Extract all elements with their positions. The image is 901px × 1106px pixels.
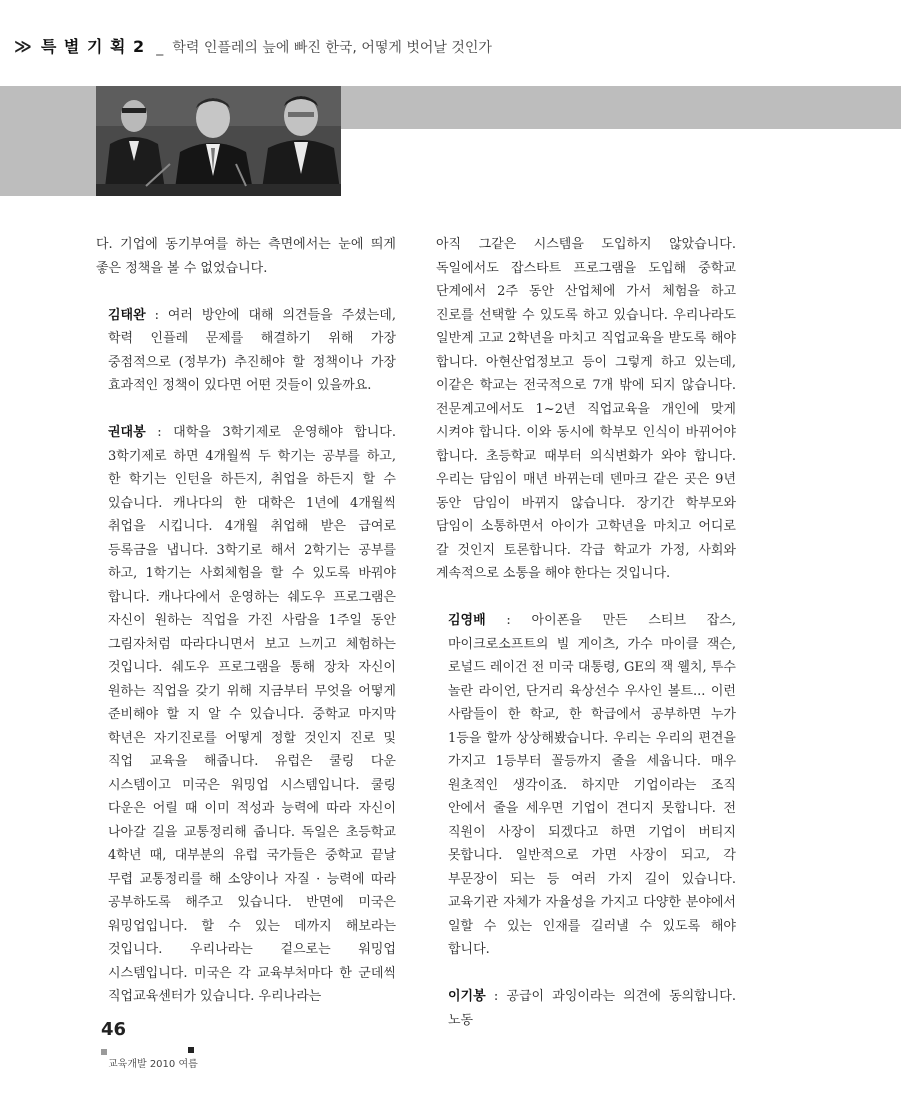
paragraph-text: : 여러 방안에 대해 의견들을 주셨는데, 학력 인플레 문제를 해결하기 위해 가장 중점적으로 (정부가) 추진해야 할 정책이나 가장 효과적인 정책이 있다면 어떤 것들이 있을까요. bbox=[108, 307, 396, 393]
panel-photo bbox=[96, 86, 341, 196]
speaker-name: 권대봉 bbox=[108, 425, 146, 440]
paragraph-text: 다. 기업에 동기부여를 하는 측면에서는 눈에 띄게 좋은 정책을 볼 수 없었습니다. bbox=[96, 237, 396, 276]
section-subtitle: 학력 인플레의 늪에 빠진 한국, 어떻게 벗어날 것인가 bbox=[172, 40, 492, 56]
page-number: 46 bbox=[101, 1019, 127, 1040]
article-column-right bbox=[436, 233, 736, 1032]
section-title: 특 별 기 획 2 bbox=[40, 37, 146, 56]
chevron-icon: ≫ bbox=[14, 37, 32, 57]
publication-name: 교육개발 2010 여름 bbox=[108, 1059, 198, 1070]
speaker-name: 이기봉 bbox=[448, 989, 486, 1004]
paragraph-text: : 대학을 3학기제로 운영해야 합니다. 3학기제로 하면 4개월씩 두 학기는 공부를 하고, 한 학기는 인턴을 하든지, 취업을 하든지 할 수 있습니다. 캐나다의 한 대학은 1년에 4개월씩 취업을 시킵니다. 4개월 취업해 받은 급여로 등록금을 냅니다. 3학기로 해서 2학기는 공부를 하고, 1학기는 사회체험을 할 수 있도록 바꿔야 합니다. 캐나다에서 운영하는 쉐도우 프로그램은 자신이 원하는 직업을 가진 사람을 1주일 동안 그림자처럼 따라다니면서 보고 느끼고 체험하는 것입니다. 쉐도우 프로그램을 통해 장차 자신이 원하는 직업을 갖기 위해 지금부터 무엇을 어떻게 준비해야 할 지 알 수 있습니다. 중학교 마지막 학년은 자기진로를 어떻게 정할 것인지 진로 및 직업 교육을 해줍니다. 유럽은 쿨링 다운 시스템이고 미국은 워밍업 시스템입니다. 쿨링 다운은 어릴 때 이미 적성과 능력에 따라 자신이 나아갈 길을 교통정리해 줍니다. 독일은 초등학교 4학년 때, 대부분의 유럽 국가들은 중학교 끝날 무렵 교통정리를 해 소양이나 자질 · 능력에 따라 공부하도록 해주고 있습니다. 반면에 미국은 워밍업입니다. 할 수 있는 데까지 해보라는 것입니다. 우리나라는 겉으로는 워밍업 시스템입니다. 미국은 각 교육부처마다 한 군데씩 직업교육센터가 있습니다. 우리나라는 bbox=[108, 425, 396, 1004]
speaker-paragraph bbox=[436, 985, 736, 1032]
decorative-band-left bbox=[0, 86, 96, 196]
paragraph-text: : 아이폰을 만든 스티브 잡스, 마이크로소프트의 빌 게이츠, 가수 마이클 잭슨, 로널드 레이건 전 미국 대통령, GE의 잭 웰치, 투수 놀란 라이언, 단거리 육상선수 우사인 볼트... 이런 사람들이 한 학교, 한 학급에서 공부하면 누가 1등을 할까 상상해봤습니다. 우리는 우리의 편견을 가지고 1등부터 꼴등까지 줄을 세웁니다. 매우 원초적인 생각이죠. 하지만 기업이라는 조직 안에서 줄을 세우면 기업이 견디지 못합니다. 전 직원이 사장이 되겠다고 하면 기업이 버티지 못합니다. 일반적으로 가면 사장이 되고, 각 부문장이 되는 등 여러 가지 길이 있습니다. 교육기관 자체가 자율성을 가지고 다양한 분야에서 일할 수 있는 인재를 길러낼 수 있도록 해야 합니다. bbox=[448, 613, 736, 957]
title-separator: _ bbox=[156, 40, 164, 56]
speaker-paragraph bbox=[96, 421, 396, 1009]
decorative-band-right bbox=[341, 86, 901, 129]
speaker-name: 김태완 bbox=[108, 307, 146, 323]
footer-square-marker bbox=[188, 1047, 194, 1053]
speaker-name: 김영배 bbox=[448, 613, 486, 628]
paragraph-continuation bbox=[96, 233, 396, 280]
paragraph-continuation bbox=[436, 233, 736, 586]
footer-square-marker bbox=[101, 1049, 107, 1055]
section-header bbox=[14, 34, 884, 58]
paragraph-text: 아직 그같은 시스템을 도입하지 않았습니다. 독일에서도 잡스타트 프로그램을 도입해 중학교 단계에서 2주 동안 산업체에 가서 체험을 하고 진로를 선택할 수 있도록 하고 있습니다. 우리나라도 일반계 고교 2학년을 마치고 직업교육을 받도록 해야 합니다. 아현산업정보고 등이 그렇게 하고 있는데, 이같은 학교는 전국적으로 7개 밖에 되지 않습니다. 전문계고에서도 1~2년 직업교육을 개인에 맞게 시켜야 합니다. 이와 동시에 학부모 인식이 바뀌어야 합니다. 초등학교 때부터 의식변화가 와야 합니다. 우리는 담임이 매년 바뀌는데 덴마크 같은 곳은 9년 동안 담임이 바뀌지 않습니다. 장기간 학부모와 담임이 소통하면서 아이가 고학년을 마치고 어디로 갈 것인지 토론합니다. 각급 학교가 가정, 사회와 계속적으로 소통을 해야 한다는 것입니다. bbox=[436, 237, 736, 581]
speaker-paragraph bbox=[96, 304, 396, 398]
paragraph-text: : 공급이 과잉이라는 의견에 동의합니다. 노동 bbox=[448, 989, 736, 1028]
speaker-paragraph bbox=[436, 609, 736, 962]
article-column-left bbox=[96, 233, 396, 1009]
